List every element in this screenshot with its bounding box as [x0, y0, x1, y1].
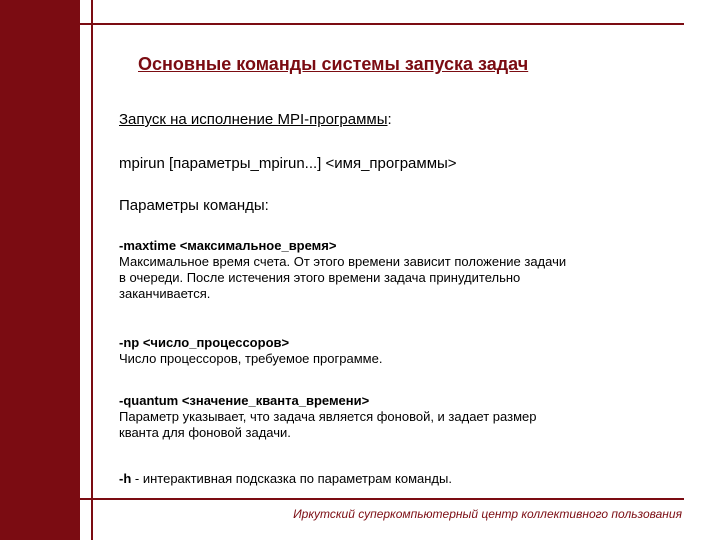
param-desc-line: в очереди. После истечения этого времени задача принудительно — [119, 270, 521, 285]
launch-label: Запуск на исполнение MPI-программы — [119, 111, 388, 128]
launch-command: mpirun [параметры_mpirun...] <имя_программы> — [119, 155, 457, 172]
param-help — [119, 471, 679, 487]
left-accent-bar — [0, 0, 80, 540]
launch-colon: : — [387, 111, 392, 128]
param-desc: - интерактивная подсказка по параметрам команды. — [131, 471, 452, 486]
param-name: -quantum <значение_кванта_времени> — [119, 393, 370, 408]
top-divider — [80, 23, 684, 25]
param-name: -np <число_процессоров> — [119, 335, 290, 350]
param-desc-line: Максимальное время счета. От этого времени зависит положение задачи — [119, 254, 567, 269]
param-desc-line: Число процессоров, требуемое программе. — [119, 351, 383, 366]
param-desc-line: Параметр указывает, что задача является фоновой, и задает размер — [119, 409, 537, 424]
bottom-divider — [80, 498, 684, 500]
param-desc-line: заканчивается. — [119, 286, 211, 301]
slide-title: Основные команды системы запуска задач — [138, 54, 529, 74]
params-heading: Параметры команды: — [119, 197, 269, 214]
param-quantum — [119, 393, 679, 441]
param-np — [119, 335, 679, 367]
launch-line — [119, 111, 392, 128]
param-maxtime — [119, 238, 679, 302]
param-name: -maxtime <максимальное_время> — [119, 238, 337, 253]
footer-organization: Иркутский суперкомпьютерный центр коллективного пользования — [293, 507, 682, 521]
param-desc-line: кванта для фоновой задачи. — [119, 425, 291, 440]
param-name: -h — [119, 471, 132, 486]
vertical-divider — [91, 0, 93, 540]
